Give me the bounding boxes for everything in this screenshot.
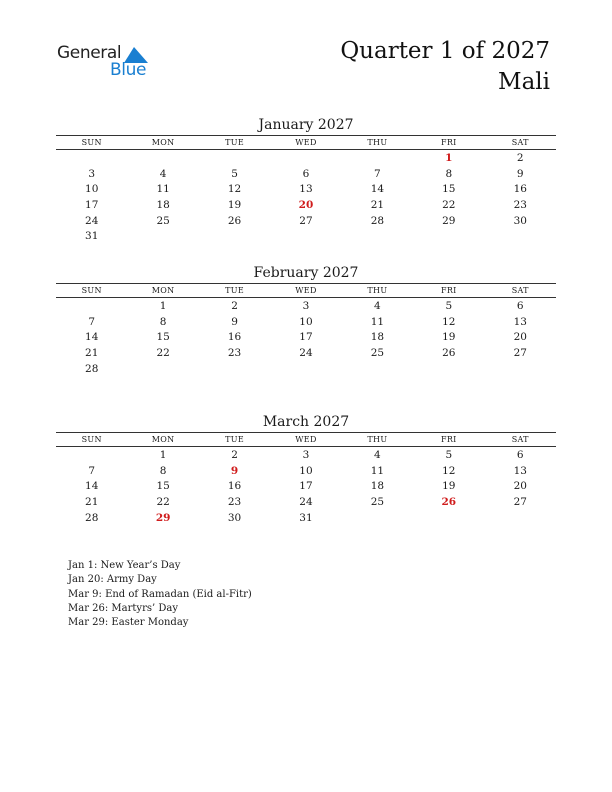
empty-cell <box>56 447 127 463</box>
day-cell: 23 <box>227 495 242 508</box>
day-cell: 3 <box>302 448 310 461</box>
calendar-grid <box>56 135 556 244</box>
weekday-label: SAT <box>485 433 556 447</box>
page-title: Quarter 1 of 2027 <box>340 38 550 64</box>
day-cell: 2 <box>516 151 524 164</box>
empty-cell <box>56 298 127 314</box>
day-cell: 17 <box>299 480 313 493</box>
day-cell: 7 <box>374 167 381 180</box>
empty-cell <box>127 228 198 244</box>
day-cell: 3 <box>302 299 310 312</box>
day-cell: 4 <box>374 299 381 312</box>
calendar-grid <box>56 283 556 376</box>
day-cell: 15 <box>442 183 456 196</box>
day-cell: 24 <box>299 495 313 508</box>
week-row <box>56 298 556 314</box>
day-cell: 28 <box>85 362 99 375</box>
day-cell: 26 <box>227 214 242 227</box>
day-cell: 24 <box>299 346 313 359</box>
week-row <box>56 314 556 330</box>
day-cell: 14 <box>85 480 99 493</box>
day-cell: 28 <box>370 214 385 227</box>
day-cell: 1 <box>159 299 167 312</box>
weekday-label: MON <box>127 284 198 298</box>
day-cell: 29 <box>442 214 456 227</box>
day-cell: 7 <box>88 464 96 477</box>
day-cell: 9 <box>230 464 239 477</box>
day-cell: 19 <box>442 331 456 344</box>
weekday-label: MON <box>127 433 198 447</box>
day-cell: 7 <box>88 315 96 328</box>
empty-cell <box>270 361 341 377</box>
week-row <box>56 345 556 361</box>
day-cell: 12 <box>442 464 456 477</box>
day-cell: 1 <box>159 448 167 461</box>
day-cell: 26 <box>441 495 457 508</box>
day-cell: 3 <box>88 167 96 180</box>
day-cell: 23 <box>227 346 242 359</box>
day-cell: 15 <box>156 480 170 493</box>
weekday-label: FRI <box>413 136 484 150</box>
country-name: Mali <box>498 69 550 95</box>
empty-cell <box>342 228 413 244</box>
day-cell: 2 <box>231 448 238 461</box>
day-cell: 28 <box>85 511 99 524</box>
day-cell: 27 <box>299 214 313 227</box>
weekday-label: FRI <box>413 433 484 447</box>
logo-word-general: General <box>57 43 122 63</box>
day-cell: 11 <box>156 183 170 196</box>
day-cell: 27 <box>513 346 527 359</box>
weekday-label: SUN <box>56 433 127 447</box>
holiday-notes <box>68 559 252 630</box>
month-title: February 2027 <box>253 265 359 281</box>
day-cell: 8 <box>445 167 453 180</box>
day-cell: 18 <box>370 480 385 493</box>
holiday-note: Mar 9: End of Ramadan (Eid al-Fitr) <box>68 588 252 600</box>
day-cell: 10 <box>299 315 313 328</box>
week-row <box>56 329 556 345</box>
weekday-header-row <box>56 284 556 298</box>
day-cell: 17 <box>299 331 313 344</box>
empty-cell <box>342 150 413 166</box>
day-cell: 13 <box>299 183 313 196</box>
day-cell: 15 <box>156 331 170 344</box>
week-row <box>56 197 556 213</box>
empty-cell <box>127 361 198 377</box>
day-cell: 27 <box>513 495 527 508</box>
day-cell: 22 <box>156 495 170 508</box>
calendar-grid <box>56 432 556 525</box>
weekday-label: SUN <box>56 136 127 150</box>
day-cell: 8 <box>159 464 167 477</box>
week-row <box>56 510 556 526</box>
holiday-note: Jan 20: Army Day <box>68 574 157 586</box>
month-title: January 2027 <box>258 117 354 133</box>
weekday-label: SAT <box>485 136 556 150</box>
week-row <box>56 213 556 229</box>
week-row <box>56 150 556 166</box>
week-row <box>56 494 556 510</box>
day-cell: 8 <box>159 315 167 328</box>
day-cell: 22 <box>442 198 456 211</box>
day-cell: 16 <box>227 480 242 493</box>
day-cell: 4 <box>159 167 167 180</box>
empty-cell <box>199 150 270 166</box>
day-cell: 6 <box>516 448 524 461</box>
day-cell: 9 <box>516 167 524 180</box>
day-cell: 25 <box>370 495 385 508</box>
weekday-label: THU <box>342 284 413 298</box>
week-row <box>56 181 556 197</box>
day-cell: 19 <box>227 198 242 211</box>
day-cell: 5 <box>445 448 453 461</box>
week-row <box>56 228 556 244</box>
page-header <box>340 36 550 98</box>
day-cell: 2 <box>231 299 238 312</box>
week-row <box>56 166 556 182</box>
weekday-label: TUE <box>199 284 270 298</box>
day-cell: 6 <box>516 299 524 312</box>
weekday-label: WED <box>270 433 341 447</box>
day-cell: 29 <box>155 511 171 524</box>
day-cell: 24 <box>85 214 99 227</box>
logo-word-blue: Blue <box>110 60 147 80</box>
empty-cell <box>270 228 341 244</box>
weekday-label: TUE <box>199 433 270 447</box>
day-cell: 31 <box>85 230 99 243</box>
weekday-label: SUN <box>56 284 127 298</box>
day-cell: 31 <box>299 511 313 524</box>
week-row <box>56 361 556 377</box>
empty-cell <box>270 150 341 166</box>
day-cell: 10 <box>299 464 313 477</box>
day-cell: 12 <box>227 183 242 196</box>
weekday-label: TUE <box>199 136 270 150</box>
weekday-label: THU <box>342 433 413 447</box>
day-cell: 10 <box>85 183 99 196</box>
week-row <box>56 478 556 494</box>
day-cell: 13 <box>513 315 527 328</box>
weekday-label: SAT <box>485 284 556 298</box>
empty-cell <box>413 510 484 526</box>
day-cell: 21 <box>370 198 385 211</box>
holiday-note: Mar 29: Easter Monday <box>68 617 189 629</box>
weekday-label: FRI <box>413 284 484 298</box>
day-cell: 20 <box>298 198 314 211</box>
empty-cell <box>56 150 127 166</box>
day-cell: 13 <box>513 464 527 477</box>
weekday-header-row <box>56 433 556 447</box>
empty-cell <box>485 510 556 526</box>
holiday-note: Jan 1: New Year’s Day <box>68 560 181 571</box>
day-cell: 14 <box>370 183 385 196</box>
day-cell: 18 <box>156 198 170 211</box>
day-cell: 18 <box>370 331 385 344</box>
day-cell: 17 <box>85 198 99 211</box>
day-cell: 20 <box>513 480 527 493</box>
day-cell: 25 <box>156 214 170 227</box>
day-cell: 26 <box>442 346 456 359</box>
day-cell: 25 <box>370 346 385 359</box>
weekday-label: WED <box>270 284 341 298</box>
day-cell: 20 <box>513 331 527 344</box>
week-row <box>56 447 556 463</box>
day-cell: 5 <box>231 167 238 180</box>
day-cell: 11 <box>370 315 385 328</box>
day-cell: 19 <box>442 480 456 493</box>
day-cell: 30 <box>513 214 527 227</box>
weekday-label: THU <box>342 136 413 150</box>
day-cell: 16 <box>227 331 242 344</box>
day-cell: 12 <box>442 315 456 328</box>
empty-cell <box>342 361 413 377</box>
day-cell: 6 <box>302 167 310 180</box>
day-cell: 21 <box>85 495 99 508</box>
month-title: March 2027 <box>262 414 350 430</box>
weekday-header-row <box>56 136 556 150</box>
generalblue-logo <box>57 43 167 83</box>
empty-cell <box>342 510 413 526</box>
day-cell: 16 <box>513 183 527 196</box>
empty-cell <box>485 361 556 377</box>
day-cell: 9 <box>231 315 238 328</box>
day-cell: 22 <box>156 346 170 359</box>
empty-cell <box>485 228 556 244</box>
day-cell: 4 <box>374 448 381 461</box>
day-cell: 11 <box>370 464 385 477</box>
day-cell: 30 <box>227 511 242 524</box>
empty-cell <box>413 228 484 244</box>
month-february <box>56 264 556 376</box>
month-march <box>56 413 556 525</box>
day-cell: 5 <box>445 299 453 312</box>
day-cell: 21 <box>85 346 99 359</box>
day-cell: 23 <box>513 198 527 211</box>
week-row <box>56 463 556 479</box>
empty-cell <box>413 361 484 377</box>
day-cell: 14 <box>85 331 99 344</box>
empty-cell <box>199 228 270 244</box>
holiday-note: Mar 26: Martyrs’ Day <box>68 602 178 614</box>
day-cell: 1 <box>445 151 453 164</box>
weekday-label: WED <box>270 136 341 150</box>
empty-cell <box>127 150 198 166</box>
weekday-label: MON <box>127 136 198 150</box>
empty-cell <box>199 361 270 377</box>
month-january <box>56 116 556 244</box>
